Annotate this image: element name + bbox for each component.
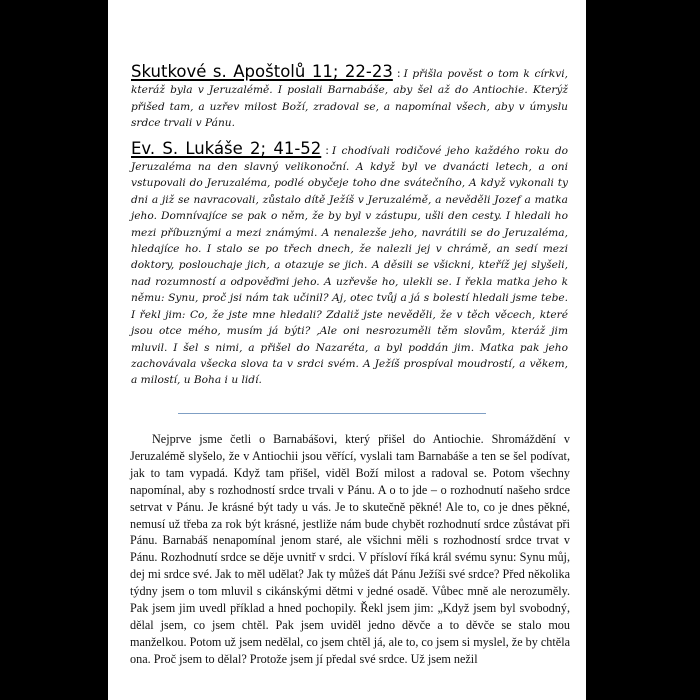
reading-text: I chodívali rodičové jeho každého roku do Jeruzaléma na den slavný velikonoční. A když byl ve dvanácti letech, a oni vstupovali do Jeruzaléma, podlé obyčeje toho dne svátečního, A když vykonali ty dni a již se navracovali, zůstalo dítě Ježíš v Jeruzalémě, a nevěděli Jozef a matka jeho. Domnívajíce se pak o něm, že by byl v zástupu, ušli den cesty. I hledali ho mezi příbuznými a mezi známými. A nenalezše jeho, navrátili se do Jeruzaléma, hledajíce ho. I stalo se po třech dnech, že nalezli jej v chrámě, an sedí mezi doktory, poslouchaje jich, a otazuje se jich. A děsili se všickni, kteříž jej slyšeli, nad rozumností a odpověďmi jeho. A uzřevše ho, ulekli se. I řekla matka jeho k němu: Synu, proč jsi nám tak učinil? Aj, otec tvůj a já s bolestí hledali jsme tebe. I řekl jim: Co, že jste mne hledali? Zdaliž jste nevěděli, že v těch věcech, které jsou otce mého, musím já býti? ,Ale oni nesrozuměli těm slovům, kteráž jim mluvil. I šel s nimi, a přišel do Nazaréta, a byl poddán jim. Matka pak jeho zachovávala všecka slova ta v srdci svém. A Ježíš prospíval moudrostí, a věkem, a milostí, u Boha i u lidí. [131, 144, 568, 387]
document-page [108, 0, 586, 700]
reading-luke [131, 140, 568, 389]
reading-separator: : [396, 67, 401, 80]
reading-reference: Skutkové s. Apoštolů 11; 22-23 [131, 62, 393, 81]
reading-acts [131, 63, 568, 132]
bible-readings [131, 63, 568, 397]
sermon-text: Nejprve jsme četli o Barnabášovi, který přišel do Antiochie. Shromáždění v Jeruzalémě slyšelo, že v Antiochii jsou věřící, vyslali tam Barnabáše a ten se šel podívat, jak to tam vypadá. Když tam přišel, viděl Boží milost a radoval se. Potom všechny napomínal, aby s rozhodností srdce trvali v Pánu. A o to jde – o rozhodnutí našeho srdce setrvat v Pánu. Je krásné být tady u vás. Je to skutečně pěkné! Ale to, co je dnes pěkné, nemusí už třeba za rok být krásné, jestliže nám bude chybět rozhodnutí srdce zůstávat při Pánu. Barnabáš nenapomínal jenom staré, ale všichni měli s rozhodností srdce trvat v Pánu. Rozhodnutí srdce se děje uvnitř v srdci. V přísloví říká král svému synu: Synu můj, dej mi srdce své. Jak to měl udělat? Jak ty můžeš dát Pánu Ježíši své srdce? Před několika týdny jsem o tom mluvil s cikánskými dětmi v jedné osadě. Vůbec mně ale nerozuměly. Pak jsem jim uvedl příklad a hned pochopily. Řekl jsem jim: „Když jsem byl svobodný, dělal jsem, co jsem chtěl. Pak jsem uviděl jedno děvče a to děvče se stalo mou manželkou. Potom už jsem nedělal, co jsem chtěl já, ale to, co jsem si myslel, že by chtěla ona. Proč jsem to dělal? Protože jsem jí předal své srdce. Už jsem nežil [130, 432, 570, 666]
reading-separator: : [325, 143, 329, 157]
reading-text: I přišla pověst o tom k církvi, kteráž byla v Jeruzalémě. I poslali Barnabáše, aby šel až do Antiochie. Kterýž přišed tam, a uzřev milost Boží, zradoval se, a napomínal všech, aby v úmyslu srdce trvali v Pánu. [131, 68, 568, 130]
section-divider [178, 413, 486, 414]
reading-reference: Ev. S. Lukáše 2; 41-52 [131, 138, 322, 158]
